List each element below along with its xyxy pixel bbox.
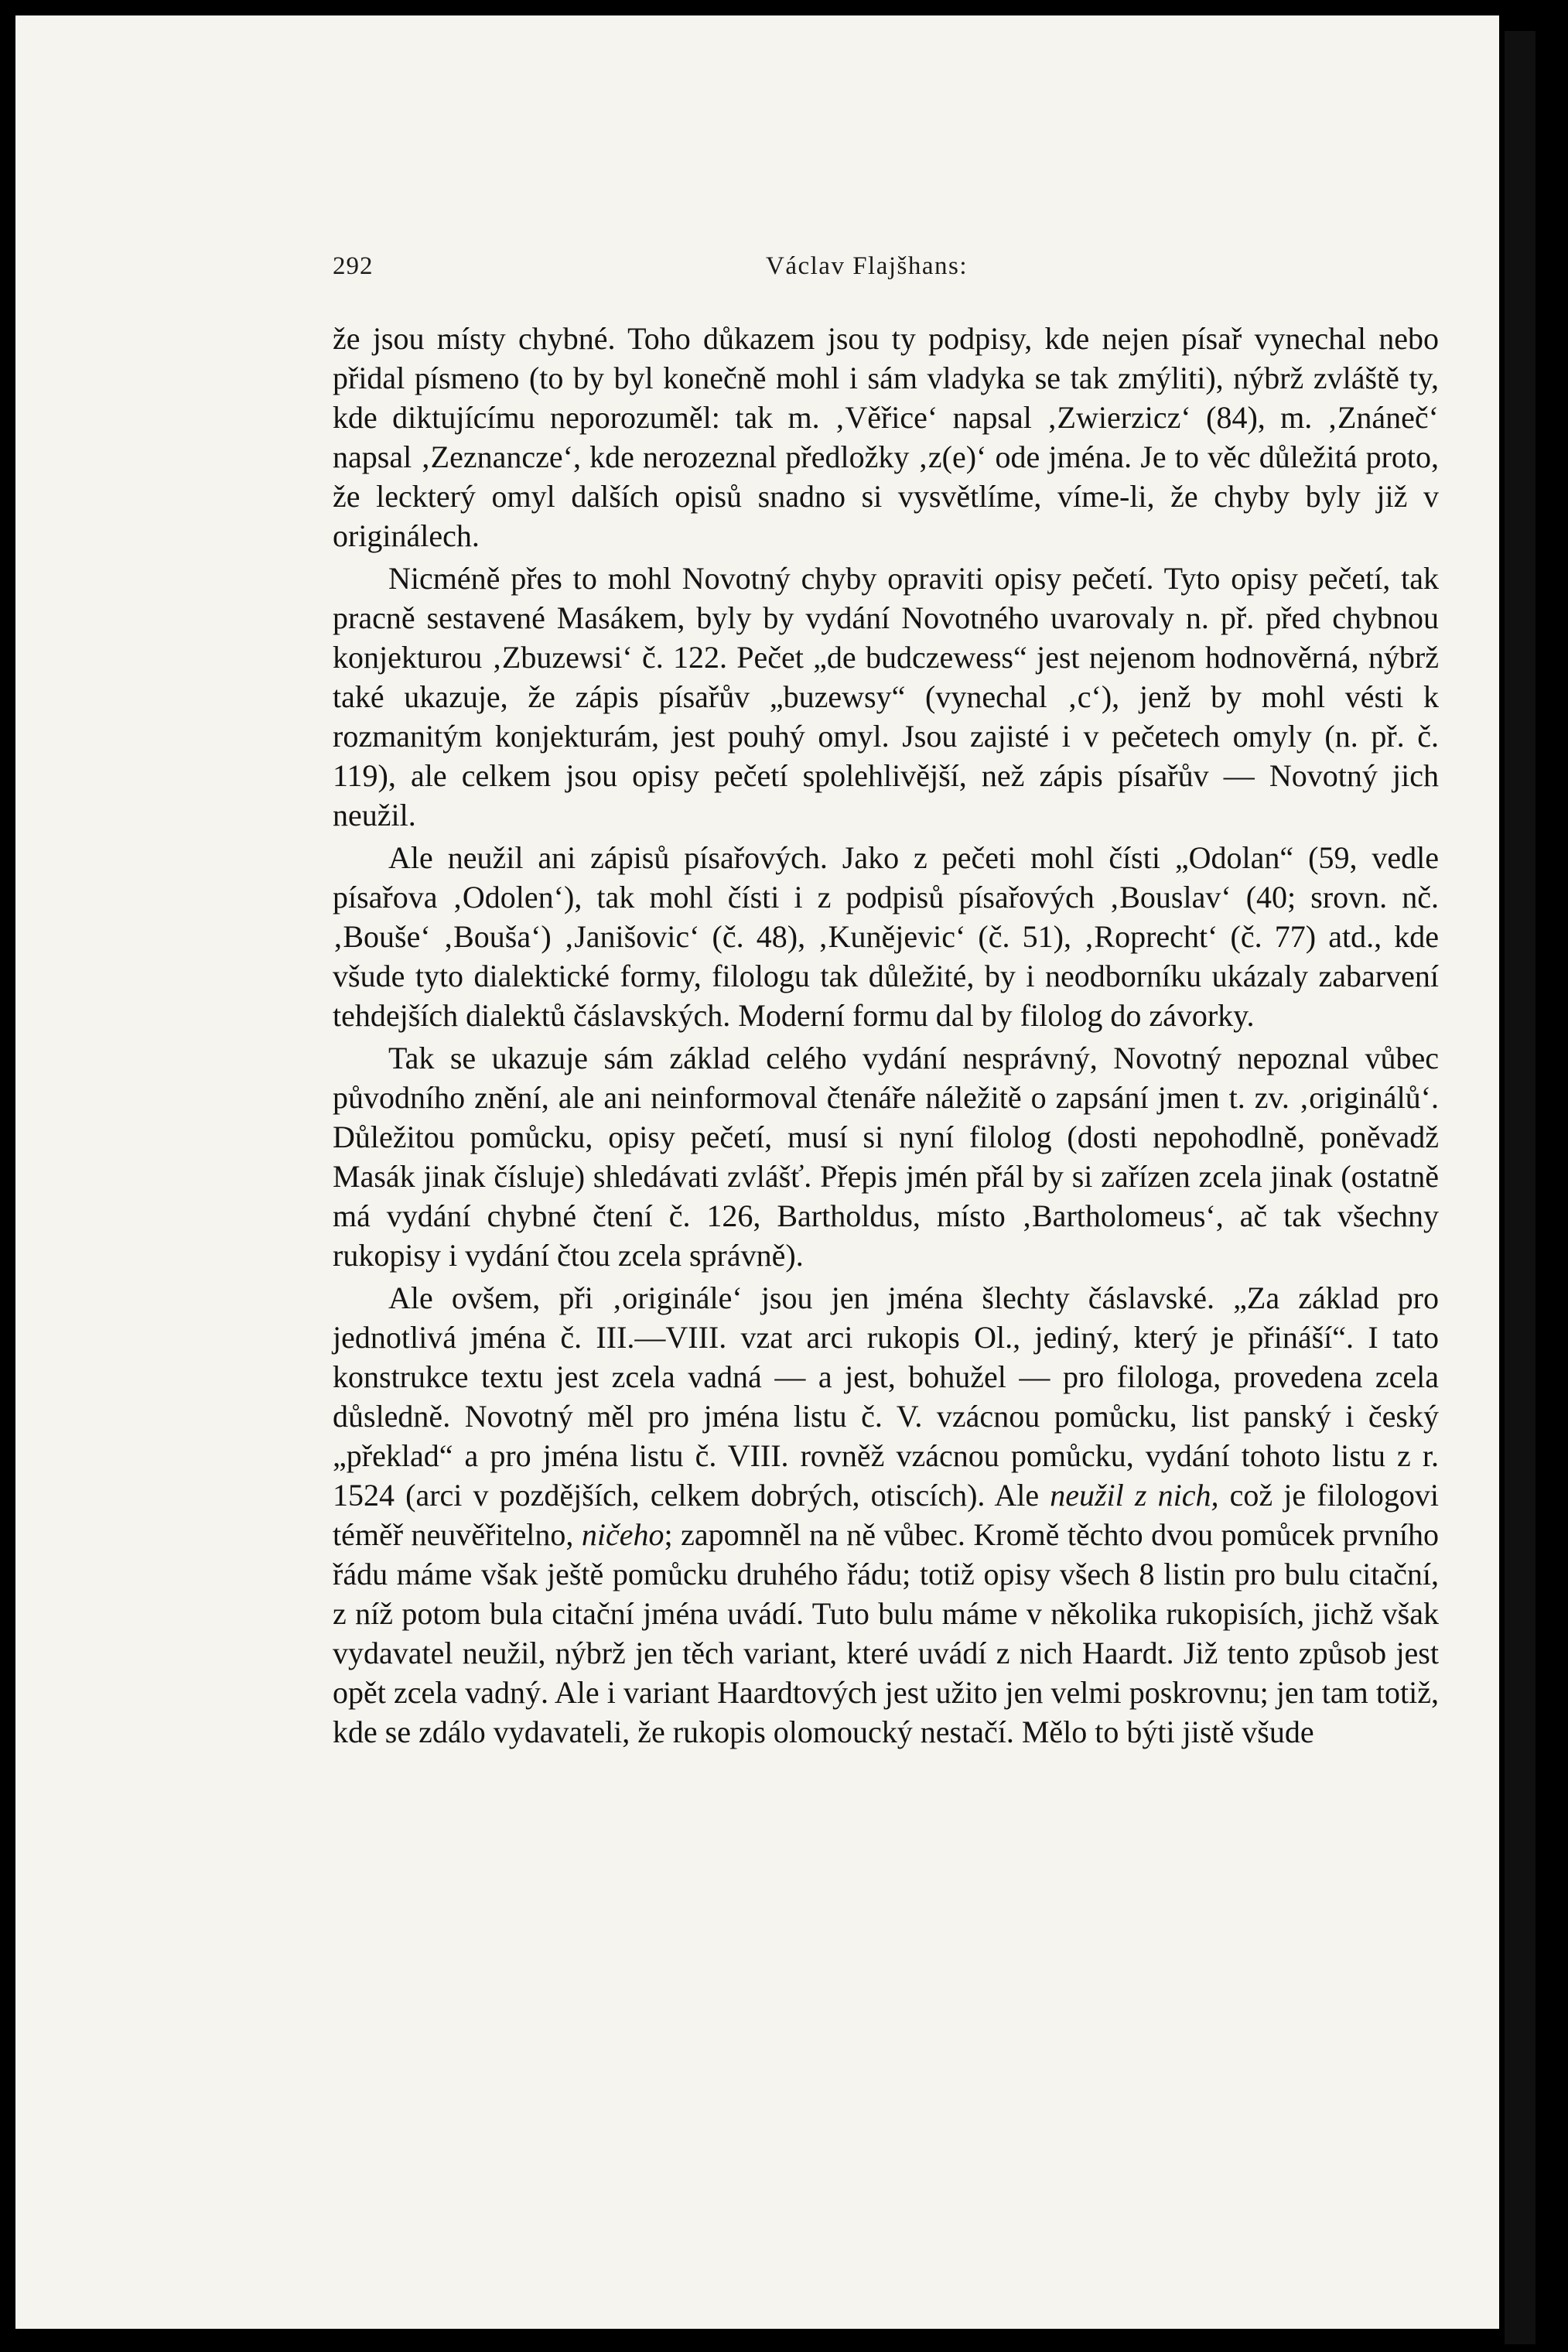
paragraph-1: že jsou místy chybné. Toho důkazem jsou ty podpisy, kde nejen písař vynechal nebo přidal písmeno (to by byl konečně mohl i sám vladyka se tak zmýliti), nýbrž zvláště ty, kde diktujícímu neporozuměl: tak m. ‚Věřice‘ napsal ‚Zwierzicz‘ (84), m. ‚Znáneč‘ napsal ‚Zeznancze‘, kde nerozeznal předložky ‚z(e)‘ ode jména. Je to věc důležitá proto, že leckterý omyl dalších opisů snadno si vysvětlíme, víme-li, že chyby byly již v originálech. bbox=[333, 321, 1439, 553]
paragraph-2: Nicméně přes to mohl Novotný chyby opraviti opisy pečetí. Tyto opisy pečetí, tak pracně sestavené Masákem, byly by vydání Novotného uvarovaly n. př. před chybnou konjekturou ‚Zbuzewsi‘ č. 122. Pečet „de budczewess“ jest nejenom hodnověrná, nýbrž také ukazuje, že zápis písařův „buzewsy“ (vynechal ‚c‘), jenž by mohl vésti k rozmanitým konjekturám, jest pouhý omyl. Jsou zajisté i v pečetech omyly (n. př. č. 119), ale celkem jsou opisy pečetí spolehlivější, než zápis písařův — Novotný jich neužil. bbox=[333, 561, 1439, 832]
page-number: 292 bbox=[333, 252, 374, 280]
paragraph-5-emphasis-2: ničeho bbox=[581, 1517, 664, 1552]
page-header bbox=[333, 252, 1439, 291]
paragraph-5-emphasis-1: neužil z nich, bbox=[1050, 1478, 1219, 1513]
paragraph-5-part-b: což je filologovi téměř neuvěřitelno, bbox=[333, 1478, 1440, 1552]
paragraph-3: Ale neužil ani zápisů písařových. Jako z pečeti mohl čísti „Odolan“ (59, vedle písařova ‚Odolen‘), tak mohl čísti i z podpisů písařových ‚Bouslav‘ (40; srovn. nč. ‚Bouše‘ ‚Bouša‘) ‚Janišovic‘ (č. 48), ‚Kunějevic‘ (č. 51), ‚Roprecht‘ (č. 77) atd., kde všude tyto dialektické formy, filologu tak důležité, by i neodborníku ukázaly zabarvení tehdejších dialektů čáslavských. Moderní formu dal by filolog do závorky. bbox=[333, 840, 1439, 1033]
paragraph-5-part-a: Ale ovšem, při ‚originále‘ jsou jen jména šlechty čáslavské. „Za základ pro jednotlivá jména č. III.—VIII. vzat arci rukopis Ol., jediný, který je přináší“. I tato konstrukce textu jest zcela vadná — a jest, bohužel — pro filologa, provedena zcela důsledně. Novotný měl pro jména listu č. V. vzácnou pomůcku, list panský i český „překlad“ a pro jména listu č. VIII. rovněž vzácnou pomůcku, vydání tohoto listu z r. 1524 (arci v pozdějších, celkem dobrých, otiscích). Ale bbox=[333, 1280, 1439, 1513]
body-text bbox=[333, 319, 1439, 1752]
running-head: Václav Flajšhans: bbox=[766, 252, 968, 280]
paragraph-5-part-c: ; zapomněl na ně vůbec. Kromě těchto dvou pomůcek prvního řádu máme však ještě pomůcku druhého řádu; totiž opisy všech 8 listin pro bulu citační, z níž potom bula citační jména uvádí. Tuto bulu máme v několika rukopisích, jichž však vydavatel neužil, nýbrž jen těch variant, které uvádí z nich Haardt. Již tento způsob jest opět zcela vadný. Ale i variant Haardtových jest užito jen velmi poskrovnu; jen tam totiž, kde se zdálo vydavateli, že rukopis olomoucký nestačí. Mělo to býti jistě všude bbox=[333, 1517, 1440, 1749]
paragraph-4: Tak se ukazuje sám základ celého vydání nesprávný, Novotný nepoznal vůbec původního znění, ale ani neinformoval čtenáře náležitě o zapsání jmen t. zv. ‚originálů‘. Důležitou pomůcku, opisy pečetí, musí si nyní filolog (dosti nepohodlně, poněvadž Masák jinak čísluje) shledávati zvlášť. Přepis jmén přál by si zařízen zcela jinak (ostatně má vydání chybné čtení č. 126, Bartholdus, místo ‚Bartholomeus‘, ač tak všechny rukopisy i vydání čtou zcela správně). bbox=[333, 1041, 1439, 1273]
scan-edge-shadow bbox=[1505, 31, 1536, 2344]
book-page bbox=[15, 15, 1499, 2329]
paragraph-5 bbox=[333, 1278, 1439, 1752]
